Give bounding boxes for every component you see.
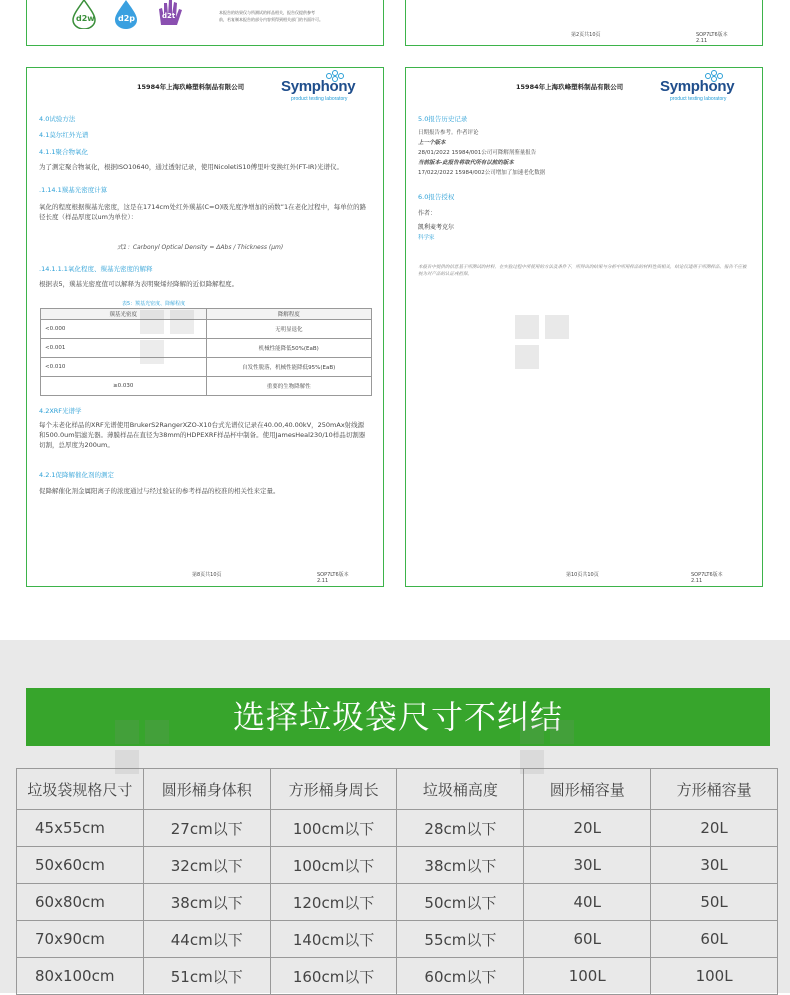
paragraph: 氧化的程度根据羰基光密度，这是在1714cm处红外羰基(C=O)吸光度净增加的函数”1在老化过程中，每单位的路径长度（样品厚度以um为单位）： bbox=[39, 203, 367, 221]
report-page-top-right bbox=[405, 0, 763, 46]
size-guide-table bbox=[16, 768, 778, 995]
table-cell: 80x100cm bbox=[17, 958, 144, 995]
table-row bbox=[41, 358, 372, 377]
history-line: 当前版本-此报告将取代所有以前的版本 bbox=[418, 160, 514, 166]
version-number: 2.11 bbox=[696, 38, 708, 44]
table-row bbox=[17, 810, 778, 847]
table-cell: 120cm以下 bbox=[270, 884, 397, 921]
section-heading: 4.1.1聚合物氧化 bbox=[39, 148, 89, 156]
table-cell: 44cm以下 bbox=[143, 921, 270, 958]
d2p-label: d2p bbox=[118, 14, 136, 23]
table-cell: 20L bbox=[524, 810, 651, 847]
logo-subtitle: product testing laboratory bbox=[670, 96, 727, 102]
table-cell: 无明显退化 bbox=[206, 320, 372, 339]
fine-print-1: 本报告的结果仅与所测试的样品相关，报告仅提供参考 bbox=[219, 10, 315, 15]
table-cell: 30L bbox=[651, 847, 778, 884]
version-number: 2.11 bbox=[317, 578, 329, 584]
section-heading: 6.0报告授权 bbox=[418, 193, 455, 201]
logo-text: Symphony bbox=[660, 78, 735, 95]
table-row bbox=[17, 847, 778, 884]
version-number: 2.11 bbox=[691, 578, 703, 584]
history-line: 28/01/2022 15984/001公司可降解剂鉴量报告 bbox=[418, 150, 537, 156]
table-cell: 60cm以下 bbox=[397, 958, 524, 995]
table-header: 羰基光密度 bbox=[41, 309, 207, 320]
table-cell: 30L bbox=[524, 847, 651, 884]
table-cell: 32cm以下 bbox=[143, 847, 270, 884]
table-cell: 50cm以下 bbox=[397, 884, 524, 921]
table-row bbox=[41, 339, 372, 358]
table-cell: <0.010 bbox=[41, 358, 207, 377]
table-row bbox=[17, 884, 778, 921]
section-heading: 4.2XRF光谱学 bbox=[39, 407, 82, 415]
carbonyl-table bbox=[40, 308, 372, 396]
section-heading: .14.1.1.1氧化程度、羰基光密度的解释 bbox=[39, 265, 153, 273]
table-cell: 45x55cm bbox=[17, 810, 144, 847]
section-heading: 4.0试验方法 bbox=[39, 115, 76, 123]
table-cell: 70x90cm bbox=[17, 921, 144, 958]
page-header bbox=[406, 68, 762, 104]
d2t-label: d2t bbox=[162, 12, 176, 20]
page-number: 第10页共10页 bbox=[566, 572, 599, 578]
table-cell: 27cm以下 bbox=[143, 810, 270, 847]
table-cell: 28cm以下 bbox=[397, 810, 524, 847]
company-name: 15984年上海玖峰塑料制品有限公司 bbox=[516, 83, 624, 91]
table-cell: 自发性脱落，机械性能降低95%(EaB) bbox=[206, 358, 372, 377]
table-cell: 60x80cm bbox=[17, 884, 144, 921]
d2w-label: d2w bbox=[76, 14, 95, 23]
header-cell: 垃圾袋规格尺寸 bbox=[17, 769, 144, 810]
disclaimer: 本报告中提供的信息基于所测试的材料，在实验过程中所使用的方法及条件下，所得出的结果与分析中所用样品的材料性质相关，结论仅适用于所测样品，报告不应被视为对产品的认证或担保。 bbox=[418, 265, 747, 277]
table-row bbox=[17, 921, 778, 958]
table-row bbox=[41, 377, 372, 396]
history-line: 17/022/2022 15984/002公司增加了加速老化数据 bbox=[418, 170, 546, 176]
version-label: SOP7LT6版本 bbox=[317, 572, 349, 578]
section-heading: 4.2.1促降解催化剂的测定 bbox=[39, 471, 115, 479]
header-cell: 方形桶容量 bbox=[651, 769, 778, 810]
table-header: 降解程度 bbox=[206, 309, 372, 320]
table-cell: 60L bbox=[524, 921, 651, 958]
author-name: 凯利麦考克尔 bbox=[418, 224, 455, 231]
section-heading: 4.1莫尔红外光谱 bbox=[39, 131, 89, 139]
version-label: SOP7LT6版本 bbox=[691, 572, 723, 578]
header-cell: 方形桶身周长 bbox=[270, 769, 397, 810]
paragraph: 根据表5，羰基光密度值可以解释为表明聚烯烃降解的近似降解程度。 bbox=[39, 280, 239, 288]
version-label: SOP7LT6版本 bbox=[696, 32, 728, 38]
logo-text: Symphony bbox=[281, 78, 356, 95]
table-cell: 100cm以下 bbox=[270, 810, 397, 847]
report-page-top-left bbox=[26, 0, 384, 46]
company-name: 15984年上海玖峰塑料制品有限公司 bbox=[137, 83, 245, 91]
table-row bbox=[17, 958, 778, 995]
table-cell: <0.001 bbox=[41, 339, 207, 358]
table-row bbox=[41, 320, 372, 339]
table-cell: 机械性能降低50%(EaB) bbox=[206, 339, 372, 358]
table-cell: 160cm以下 bbox=[270, 958, 397, 995]
table-cell: 55cm以下 bbox=[397, 921, 524, 958]
report-page-10 bbox=[405, 67, 763, 587]
size-guide-title-text: 选择垃圾袋尺寸不纠结 bbox=[232, 698, 563, 736]
page-header bbox=[27, 68, 383, 104]
table-cell: <0.000 bbox=[41, 320, 207, 339]
table-cell: 重要的生物降解性 bbox=[206, 377, 372, 396]
report-page-8 bbox=[26, 67, 384, 587]
paragraph: 促降解催化剂金属阳离子的浓度通过与经过验证的参考样品的校准的相关性来定量。 bbox=[39, 487, 280, 495]
table-cell: 20L bbox=[651, 810, 778, 847]
history-line: 日期报告参考。作者评论 bbox=[418, 130, 479, 136]
table-cell: 50L bbox=[651, 884, 778, 921]
page-number: 第8页共10页 bbox=[192, 572, 222, 578]
table-cell: 60L bbox=[651, 921, 778, 958]
table-cell: 100L bbox=[524, 958, 651, 995]
paragraph: 每个未老化样品的XRF光谱使用BrukerS2RangerXZO-X10台式光谱仪记录在40.00,40.00kV，250mAx射线源和500.0um铝滤光器。薄膜样品在直径为38mm的HDPEXRF样品杯中制备。使用JamesHeal230/10样品切割器切割，总厚度为200um。 bbox=[39, 421, 366, 449]
section-heading: 5.0报告历史记录 bbox=[418, 115, 468, 123]
table-cell: 140cm以下 bbox=[270, 921, 397, 958]
logo-subtitle: product testing laboratory bbox=[291, 96, 348, 102]
symphony-logo bbox=[281, 70, 371, 104]
header-cell: 垃圾桶高度 bbox=[397, 769, 524, 810]
table-caption: 表5：羰基光密度、降解程度 bbox=[122, 301, 186, 307]
table-cell: 50x60cm bbox=[17, 847, 144, 884]
table-cell: 40L bbox=[524, 884, 651, 921]
header-cell: 圆形桶身体积 bbox=[143, 769, 270, 810]
paragraph: 为了测定聚合物氧化，根据ISO10640，通过透射记录，使用NicoletiS10傅里叶变换红外(FT-IR)光谱仪。 bbox=[39, 163, 343, 171]
page-number: 第2页共10页 bbox=[571, 32, 601, 38]
author-title: 科学家 bbox=[418, 235, 435, 241]
table-cell: 51cm以下 bbox=[143, 958, 270, 995]
watermark-logo bbox=[520, 720, 576, 776]
author-label: 作者： bbox=[418, 210, 437, 217]
formula: 式1：Carbonyl Optical Density = ΔAbs / Thickness (μm) bbox=[117, 244, 284, 251]
table-cell: 100cm以下 bbox=[270, 847, 397, 884]
table-cell: 38cm以下 bbox=[397, 847, 524, 884]
watermark-logo bbox=[140, 310, 196, 366]
table-cell: 100L bbox=[651, 958, 778, 995]
history-line: 上一个版本 bbox=[418, 140, 446, 146]
watermark-logo bbox=[115, 720, 171, 776]
header-cell: 圆形桶容量 bbox=[524, 769, 651, 810]
table-cell: ≥0.030 bbox=[41, 377, 207, 396]
fine-print-2: 前，若复制本报告的部分内容须得到相关部门的书面许可。 bbox=[219, 17, 323, 22]
symphony-logo bbox=[660, 70, 750, 104]
table-cell: 38cm以下 bbox=[143, 884, 270, 921]
watermark-logo bbox=[515, 315, 571, 371]
section-heading: .1.14.1羰基光密度计算 bbox=[39, 186, 108, 194]
